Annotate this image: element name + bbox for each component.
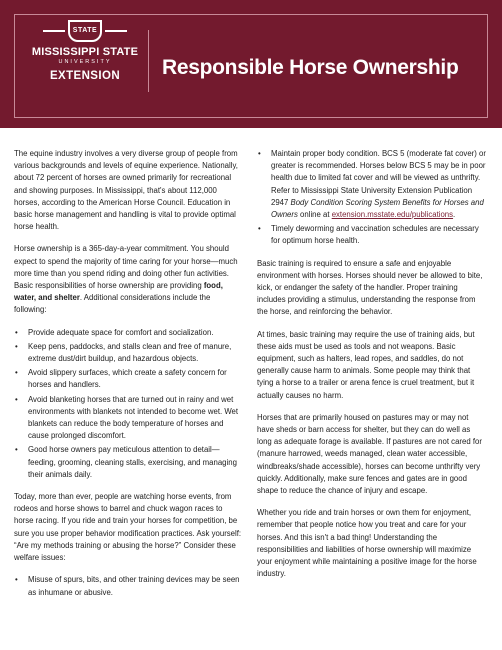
bcs-text-c: . — [453, 210, 456, 220]
ownership-text-b: . Additional considerations include the following: — [14, 293, 211, 315]
seal-left-bar — [43, 30, 65, 32]
right-column — [257, 148, 487, 591]
welfare-list — [14, 574, 242, 598]
training-paragraph: Basic training is required to ensure a safe and enjoyable environment with horses. Horses should never be allowed to bite, kick, or endanger the safety of the handler. Proper training includes providing a stimulus, understanding the response from the horse, and reinforcing the behavior. — [257, 258, 483, 317]
considerations-list — [14, 327, 242, 481]
welfare-list-continued — [257, 148, 487, 248]
list-item: • Avoid blanketing horses that are turned out in rainy and wet environments with blankets not intended to become wet. Wet blankets can reduce the body temperature of horses and cause prolonged discomfort. — [14, 394, 242, 443]
bcs-text-a: Maintain proper body condition. BCS 5 (moderate fat cover) or greater is recommended. Horses below BCS 5 may be in poor health due to limited fat cover and will be viewed as unthrifty. Refer to Mississippi State University Extension Publication 2947 — [271, 149, 486, 207]
ownership-paragraph — [14, 243, 242, 316]
page-title: Responsible Horse Ownership — [162, 56, 459, 79]
welfare-paragraph: Today, more than ever, people are watching horse events, from rodeos and horse shows to barrel and chuck wagon races to horse racing. If you ride and train your horses for competition, be sure you use proper behavior modification practices. Ask yourself: “Are my methods training or abusing the horse?” Consider these welfare issues: — [14, 492, 242, 563]
list-item-deworming: • Timely deworming and vaccination schedules are necessary for optimum horse health. — [257, 223, 487, 247]
pasture-paragraph: Horses that are primarily housed on pastures may or may not have sheds or barn access for shelter, but they can do well as long as adequate forage is available. If pastures are not cared for (manure harrowed, weeds managed, clean water accessible, windbreaks/shade accessible), horses can become unthrifty very quickly. Additionally, make sure fences and gates are in good shape to reduce the chance of injury and escape. — [257, 412, 482, 496]
list-item: • Provide adequate space for comfort and socialization. — [14, 327, 242, 339]
list-item: • Misuse of spurs, bits, and other training devices may be seen as inhumane or abusive. — [14, 574, 242, 598]
seal-shield-icon: STATE — [68, 20, 102, 42]
ownership-text-a: Horse ownership is a 365-day-a-year commitment. You should expect to spend the majority of time caring for your horse—much more time than you spend riding and doing other fun activities. Basic responsibilities of horse ownership are providing — [14, 244, 238, 291]
header-divider — [148, 30, 149, 92]
closing-paragraph: Whether you ride and train horses or own them for enjoyment, remember that people notice how you treat and care for your horses. And this isn't a bad thing! Understanding the responsibilities and liabilities of horse ownership will maximize your enjoyment while maintaining a positive image for the horse industry. — [257, 508, 477, 579]
header-banner — [0, 0, 502, 128]
ownership-text-bold: food, water, and shelter — [14, 281, 223, 303]
list-item: • Good horse owners pay meticulous attention to detail—feeding, grooming, cleaning stalls, exercising, and managing their animals daily. — [14, 444, 242, 481]
intro-paragraph: The equine industry involves a very diverse group of people from various backgrounds and levels of equine experience. Nationally, about 72 percent of horses are owned primarily for recreational and showing purposes. In Mississippi, that's about 112,000 horses, according to the American Horse Council. Education in basic horse management and handling is vital to provide optimal horse health. — [14, 149, 238, 232]
training-aids-paragraph: At times, basic training may require the use of training aids, but these aids must be used as tools and not weapons. Basic equipment, such as halters, lead ropes, and saddles, do not generally cause harm to animals. Some people may think that tying a horse to a trailer or arena fence is cruel treatment, but it actually causes no harm. — [257, 329, 475, 400]
msu-extension-logo — [20, 16, 150, 106]
left-column — [14, 148, 242, 609]
publication-title: Body Condition Scoring System Benefits for Horses and Owners — [271, 197, 484, 220]
logo-university: UNIVERSITY — [58, 59, 112, 65]
seal-right-bar — [105, 30, 127, 32]
list-item: • Avoid slippery surfaces, which create a safety concern for horses and handlers. — [14, 367, 242, 391]
list-item-body-condition — [257, 148, 487, 221]
logo-extension: EXTENSION — [49, 70, 121, 82]
publications-link[interactable]: extension.msstate.edu/publications — [331, 210, 454, 220]
logo-name: MISSISSIPPI STATE — [31, 46, 139, 58]
list-item: • Keep pens, paddocks, and stalls clean and free of manure, extreme dust/dirt buildup, and hazardous objects. — [14, 341, 242, 365]
bcs-text-b: online at — [297, 210, 332, 220]
logo-seal — [20, 20, 150, 42]
